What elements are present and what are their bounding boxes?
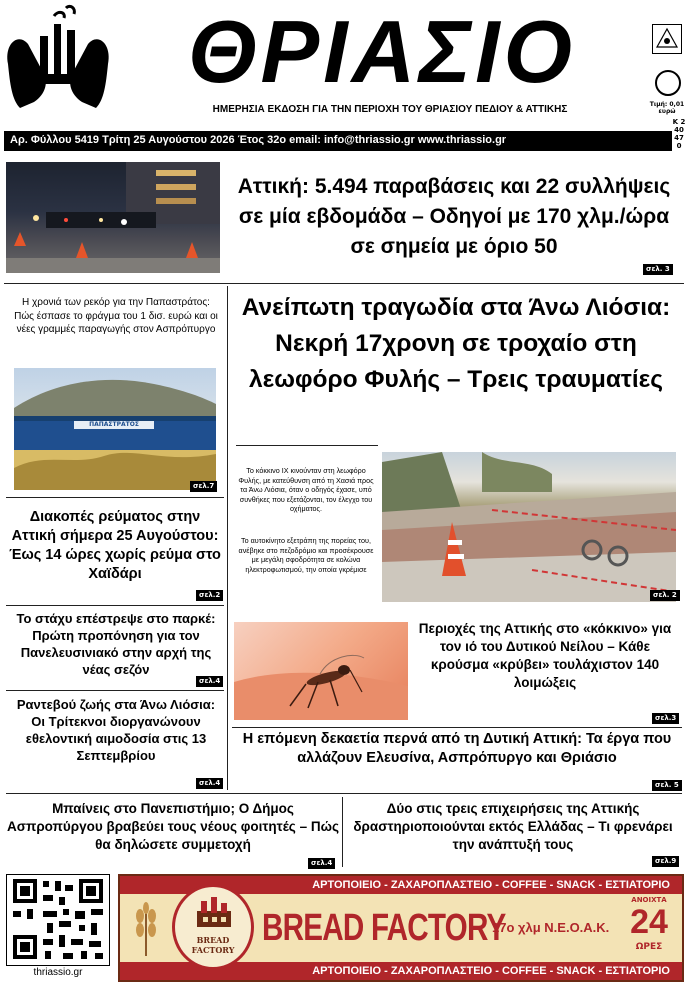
page-ref-a9: σελ.4 xyxy=(308,858,335,869)
page-ref-a6: σελ.4 xyxy=(196,676,223,687)
headline-west-attica-projects[interactable]: Η επόμενη δεκαετία περνά από τη Δυτική Αττική: Τα έργα που αλλάζουν Ελευσίνα, Ασπρόπυργο και Θριάσιο xyxy=(242,731,672,766)
issue-bar-text: Αρ. Φύλλου 5419 Τρίτη 25 Αυγούστου 2026 Έτος 32ο email: info@thriassio.gr www.thriassio.gr xyxy=(10,134,507,146)
masthead-seal xyxy=(652,24,682,54)
ad-tagline-bottom: ΑΡΤΟΠΟΙΕΙΟ - ΖΑΧΑΡΟΠΛΑΣΤΕΙΟ - COFFEE - SNACK - ΕΣΤΙΑΤΟΡΙΟ xyxy=(120,962,682,980)
headline-blood-donation[interactable]: Ραντεβού ζωής στα Άνω Λιόσια: Οι Τρίτεκνοι διοργανώνουν εθελοντική αιμοδοσία στις 13 Σεπτεμβρίου xyxy=(16,697,216,763)
masthead-logo-hands xyxy=(4,4,112,112)
divider xyxy=(6,690,224,691)
mosquito-photo xyxy=(234,622,408,720)
ad-hours-number: 24 xyxy=(630,903,668,941)
page-ref-a5: σελ.3 xyxy=(652,713,679,724)
headline-papastratos[interactable]: Η χρονιά των ρεκόρ για την Παπαστράτος: Πώς έσπασε το φράγμα του 1 δισ. ευρώ και οι νέες γραμμές παραγωγής στον Ασπρόπυργο xyxy=(14,297,218,335)
page-ref-a1: σελ. 3 xyxy=(643,264,673,275)
factory-icon xyxy=(193,897,235,929)
divider xyxy=(6,605,224,606)
page-ref-a8: σελ.4 xyxy=(196,778,223,789)
page-ref-a2: σελ.7 xyxy=(190,481,217,492)
ad-open-label: ΑΝΟΙΧΤΑ xyxy=(631,896,667,904)
ad-logo-top-text: BREAD xyxy=(196,935,230,945)
ad-hours-label: ΩΡΕΣ xyxy=(635,942,663,952)
accident-scene-photo xyxy=(382,452,676,602)
traffic-night-photo xyxy=(6,162,220,273)
page-ref-a4: σελ.2 xyxy=(196,590,223,601)
divider xyxy=(236,445,378,446)
ad-logo xyxy=(172,884,254,970)
headline-aspropyrgos-students[interactable]: Μπαίνεις στο Πανεπιστήμιο; Ο Δήμος Ασπροπύργου βραβεύει τους νέους φοιτητές – Πώς θα δηλώσετε συμμετοχή xyxy=(7,801,339,852)
qr-code[interactable] xyxy=(6,874,110,966)
headline-attica-violations[interactable]: Αττική: 5.494 παραβάσεις και 22 συλλήψεις σε μία εβδομάδα – Οδηγοί με 170 χλμ./ώρα σε σημεία με όριο 50 xyxy=(237,175,671,258)
headline-power-outages[interactable]: Διακοπές ρεύματος στην Αττική σήμερα 25 Αυγούστου: Έως 14 ώρες χωρίς ρεύμα στο Χαϊδάρι xyxy=(9,509,221,582)
headline-panelefsiniakos[interactable]: Το στάχυ επέστρεψε στο παρκέ: Πρώτη προπόνηση για τον Πανελευσινιακό στην αρχή της νέας σεζόν xyxy=(16,611,216,677)
ad-brand: BREAD FACTORY xyxy=(262,907,506,949)
column-divider xyxy=(227,286,228,790)
headline-businesses-abroad[interactable]: Δύο στις τρεις επιχειρήσεις της Αττικής δραστηριοποιούνται εκτός Ελλάδας – Τι φρενάρει την ανάπτυξή τους xyxy=(353,801,673,852)
masthead-subtitle: ΗΜΕΡΗΣΙΑ ΕΚΔΟΣΗ ΓΙΑ ΤΗΝ ΠΕΡΙΟΧΗ ΤΟΥ ΘΡΙΑΣΙΟΥ ΠΕΔΙΟΥ & ΑΤΤΙΚΗΣ xyxy=(212,104,568,115)
ad-logo-bottom-text: FACTORY xyxy=(191,945,235,955)
masthead-title: ΘΡΙΑΣΙΟ xyxy=(188,2,576,101)
divider xyxy=(6,793,682,794)
qr-code-icon xyxy=(7,875,109,965)
wheat-icon xyxy=(128,902,164,958)
bread-factory-ad[interactable] xyxy=(118,874,684,982)
side-code: Κ 240470 xyxy=(672,118,686,150)
headline-west-nile[interactable]: Περιοχές της Αττικής στο «κόκκινο» για τον ιό του Δυτικού Νείλου – Κάθε κρούσμα «κρύβει» τουλάχιστον 140 λοιμώξεις xyxy=(418,621,672,690)
main-story-paragraph-1: Το κόκκινο ΙΧ κινούνταν στη λεωφόρο Φυλής, με κατεύθυνση από τη Χασιά προς τα Άνω Λιόσια, όταν ο οδηγός έχασε, υπό συνθήκες που εξετάζονται, τον έλεγχο του οχήματος. xyxy=(238,466,374,513)
papastratos-sign: ΠΑΠΑΣΤΡΑΤΟΣ xyxy=(89,421,139,428)
divider xyxy=(232,727,682,728)
ad-tagline-top: ΑΡΤΟΠΟΙΕΙΟ - ΖΑΧΑΡΟΠΛΑΣΤΕΙΟ - COFFEE - SNACK - ΕΣΤΙΑΤΟΡΙΟ xyxy=(120,876,682,894)
price-label: Τιμή: 0,01 ευρώ xyxy=(649,101,685,115)
page-ref-a10: σελ.9 xyxy=(652,856,679,867)
papastratos-factory-photo xyxy=(14,368,216,490)
ad-location: 17ο χλμ Ν.Ε.Ο.Α.Κ. xyxy=(492,920,610,935)
masthead-badge xyxy=(655,70,681,96)
headline-ano-liosia-tragedy[interactable]: Ανείπωτη τραγωδία στα Άνω Λιόσια: Νεκρή 17χρονη σε τροχαίο στη λεωφόρο Φυλής – Τρεις τραυματίες xyxy=(241,294,671,393)
qr-label: thriassio.gr xyxy=(33,967,83,978)
main-story-paragraph-2: Το αυτοκίνητο εξετράπη της πορείας του, ανέβηκε στο πεζοδρόμιο και προσέκρουσε με μεγάλη σφοδρότητα σε κολώνα ηλεκτροφωτισμού, την οποία γκρέμισε xyxy=(238,536,374,574)
divider xyxy=(4,283,684,284)
column-divider xyxy=(342,797,343,867)
page-ref-a7: σελ. 5 xyxy=(652,780,682,791)
page-ref-a3: σελ. 2 xyxy=(650,590,680,601)
divider xyxy=(6,497,224,498)
